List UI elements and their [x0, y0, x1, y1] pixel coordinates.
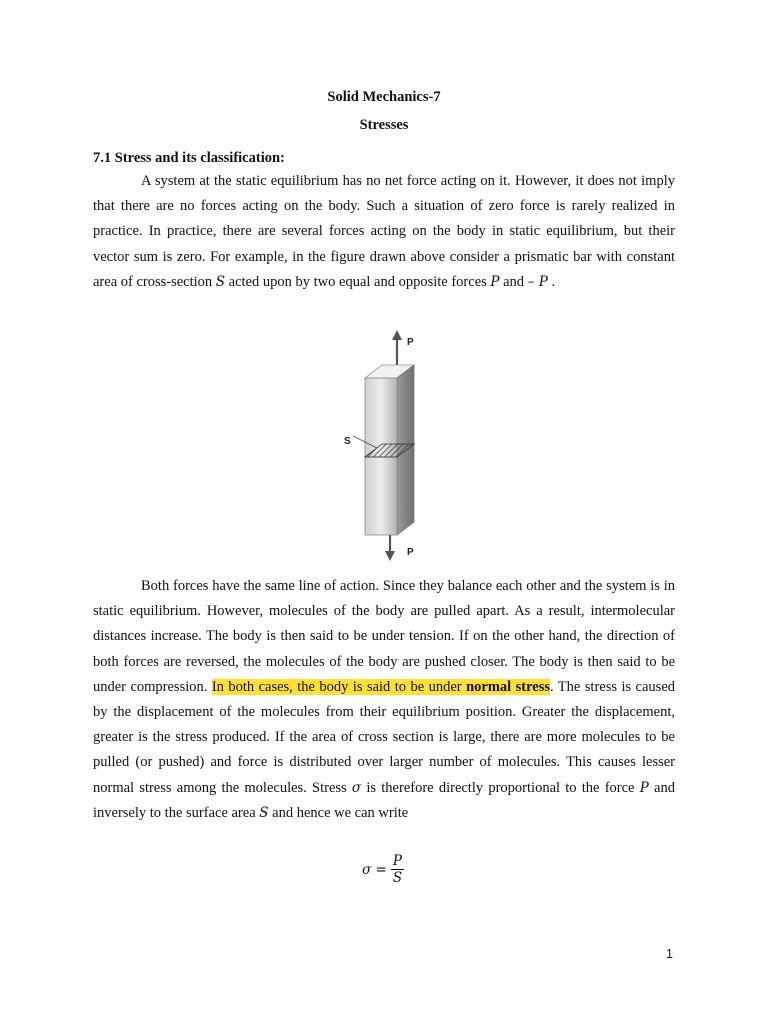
page-number: 1	[666, 947, 673, 961]
symbol-s: S	[215, 273, 226, 290]
para2-text-c: is therefore directly proportional to the force	[361, 779, 640, 796]
formula-lhs: σ =	[362, 861, 387, 878]
para1-text-b: acted upon by two equal and opposite forces	[225, 273, 491, 290]
document-subtitle: Stresses	[359, 117, 409, 133]
bottom-arrowhead	[385, 551, 395, 561]
para2-text-e: and hence we can write	[268, 804, 409, 821]
highlighted-statement	[212, 679, 550, 695]
label-section-s: S	[344, 436, 351, 447]
symbol-s-2: S	[259, 804, 269, 821]
stress-formula	[362, 853, 404, 886]
symbol-p: P	[490, 273, 500, 290]
para1-text-d: .	[547, 273, 556, 290]
highlight-text: In both cases, the body is said to be under	[211, 678, 467, 695]
para2-text-a: Both forces have the same line of action. Since they balance each other and the system is in static equilibrium. However, molecules of the body are pulled apart. As a result, intermolecular distances increase. The body is then said to be under tension. If on the other hand, the direction of both forces are reversed, the molecules of the body are pushed closer. The body is then said to be under compression.	[93, 578, 675, 695]
formula-numerator: P	[392, 853, 402, 869]
para2-text-d: and inversely to the surface area	[93, 779, 675, 821]
para1-text-a: A system at the static equilibrium has no net force acting on it. However, it does not imply that there are no forces acting on the body. Such a situation of zero force is rarely realized in practice. In practice, there are several forces acting on the body in static equilibrium, but their vector sum is zero. For example, in the figure drawn above consider a prismatic bar with constant area of cross-section	[93, 173, 675, 290]
para1-text-c: and	[499, 273, 528, 290]
label-top-p: P	[407, 337, 414, 348]
paragraph-intro	[93, 169, 675, 295]
label-bottom-p: P	[407, 547, 414, 558]
section-heading: 7.1 Stress and its classification:	[93, 150, 285, 166]
symbol-p-2: P	[639, 779, 649, 796]
highlight-bold-term: normal stress	[466, 678, 550, 695]
symbol-sigma: σ	[351, 779, 362, 796]
document-title: Solid Mechanics-7	[327, 89, 441, 105]
symbol-neg-p: – P	[527, 273, 548, 290]
paragraph-stress	[93, 574, 675, 826]
para2-text-b: . The stress is caused by the displacement of the molecules from their equilibrium position. Greater the displacement, greater is the stress produced. If the area of cross section is large, there are more molecules to be pulled (or pushed) and force is distributed over larger number of molecules. This causes lesser normal stress among the molecules. Stress	[93, 678, 676, 796]
prismatic-bar-figure	[330, 330, 440, 565]
formula-denominator: S	[392, 870, 403, 886]
top-arrowhead	[392, 330, 402, 340]
formula-fraction	[391, 853, 404, 886]
